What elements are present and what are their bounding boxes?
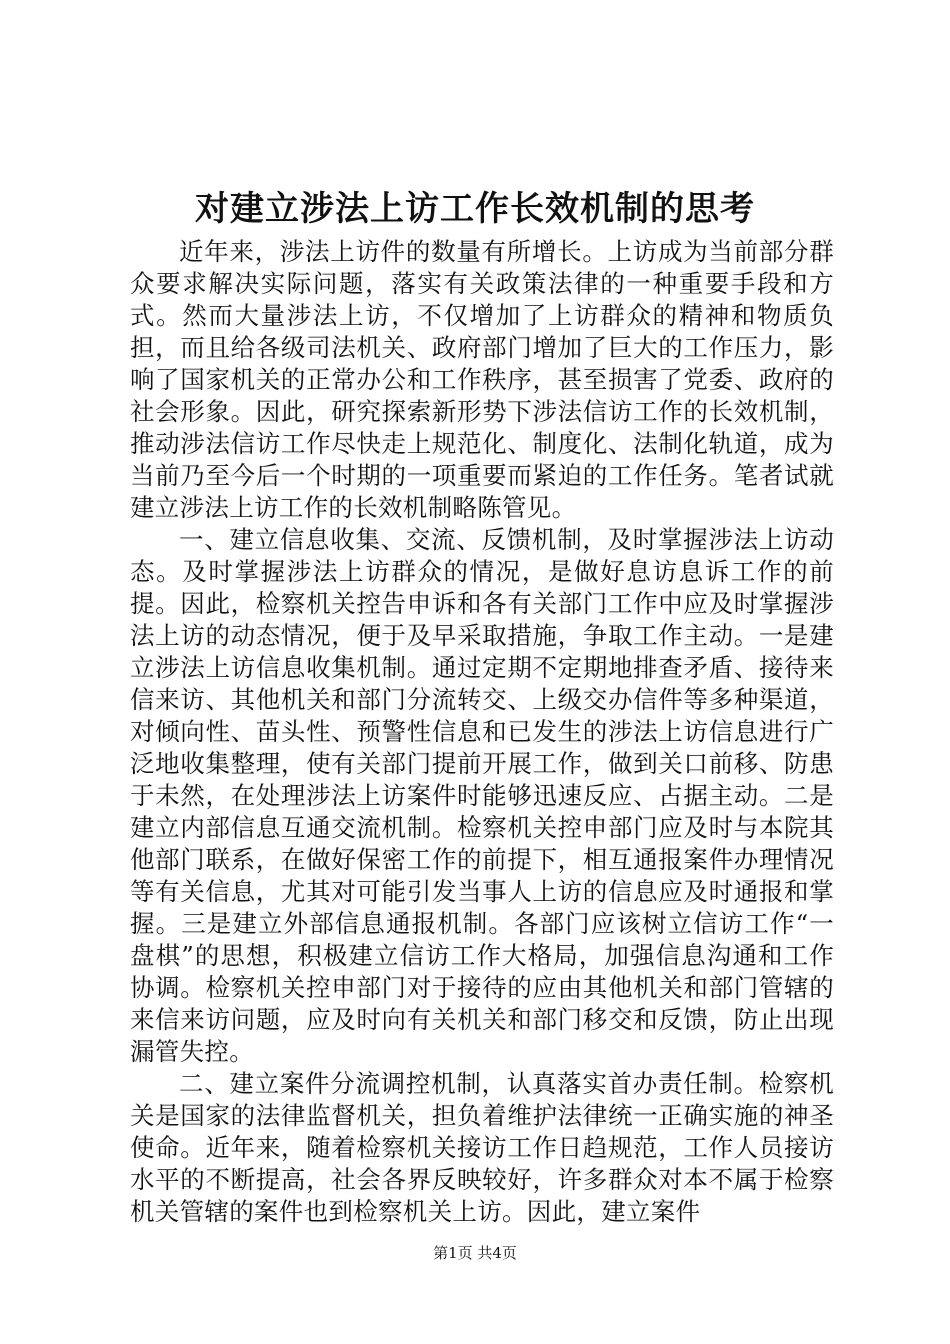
page-footer: 第1页 共4页 (433, 1244, 517, 1262)
paragraph-section-1: 一、建立信息收集、交流、反馈机制，及时掌握涉法上访动态。及时掌握涉法上访群众的情况，是做好息访息诉工作的前提。因此，检察机关控告申诉和各有关部门工作中应及时掌握涉法上访的动态情况，便于及早采取措施，争取工作主动。一是建立涉法上访信息收集机制。通过定期不定期地排查矛盾、接待来信来访、其他机关和部门分流转交、上级交办信件等多种渠道，对倾向性、苗头性、预警性信息和已发生的涉法上访信息进行广泛地收集整理，使有关部门提前开展工作，做到关口前移、防患于未然，在处理涉法上访案件时能够迅速反应、占据主动。二是建立内部信息互通交流机制。检察机关控申部门应及时与本院其他部门联系，在做好保密工作的前提下，相互通报案件办理情况等有关信息，尤其对可能引发当事人上访的信息应及时通报和掌握。三是建立外部信息通报机制。各部门应该树立信访工作“一盘棋”的思想，积极建立信访工作大格局，加强信息沟通和工作协调。检察机关控申部门对于接待的应由其他机关和部门管辖的来信来访问题，应及时向有关机关和部门移交和反馈，防止出现漏管失控。 (130, 525, 835, 1066)
document-body (130, 236, 834, 1228)
paragraph-section-2: 二、建立案件分流调控机制，认真落实首办责任制。检察机关是国家的法律监督机关，担负着维护法律统一正确实施的神圣使命。近年来，随着检察机关接访工作日趋规范，工作人员接访水平的不断提高，社会各界反映较好，许多群众对本不属于检察机关管辖的案件也到检察机关上访。因此，建立案件 (130, 1069, 834, 1226)
paragraph-intro: 近年来，涉法上访件的数量有所增长。上访成为当前部分群众要求解决实际问题，落实有关政策法律的一种重要手段和方式。然而大量涉法上访，不仅增加了上访群众的精神和物质负担，而且给各级司法机关、政府部门增加了巨大的工作压力，影响了国家机关的正常办公和工作秩序，甚至损害了党委、政府的社会形象。因此，研究探索新形势下涉法信访工作的长效机制，推动涉法信访工作尽快走上规范化、制度化、法制化轨道，成为当前乃至今后一个时期的一项重要而紧迫的工作任务。笔者试就建立涉法上访工作的长效机制略陈管见。 (130, 237, 834, 522)
document-title: 对建立涉法上访工作长效机制的思考 (195, 189, 755, 229)
